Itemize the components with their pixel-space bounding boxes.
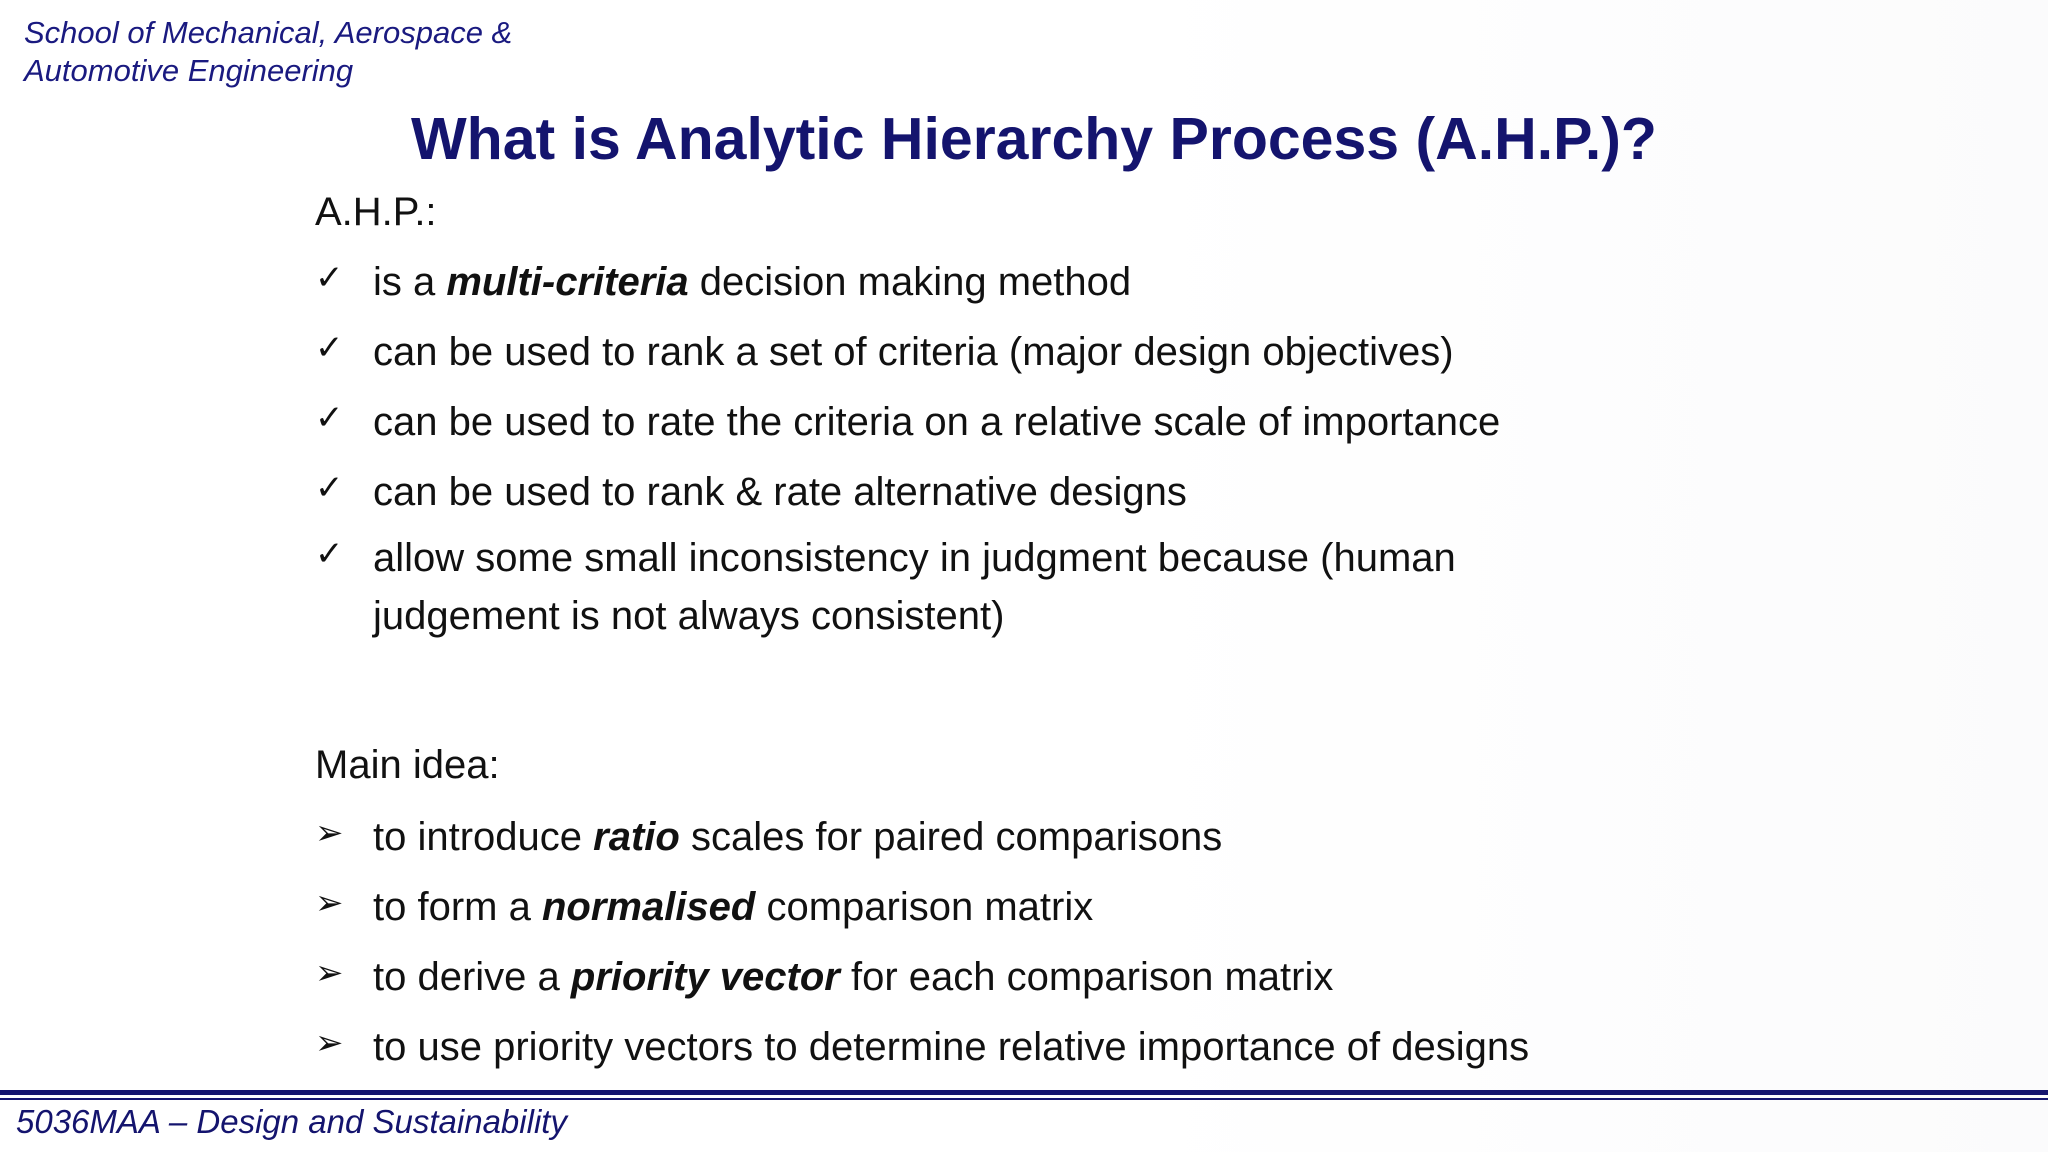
main-idea-item-1-emphasis: ratio — [593, 815, 680, 859]
arrowhead-icon: ➢ — [315, 883, 344, 923]
main-idea-item-2-before: to form a — [373, 885, 542, 929]
main-idea-item-2-emphasis: normalised — [541, 885, 756, 929]
arrowhead-icon: ➢ — [315, 1023, 344, 1063]
school-header-line2: Automotive Engineering — [24, 53, 354, 88]
main-idea-item-1 — [315, 808, 1973, 878]
main-idea-item-3-before: to derive a — [373, 955, 571, 999]
page-title: What is Analytic Hierarchy Process (A.H.P.)? — [411, 106, 1657, 172]
ahp-item-3 — [315, 393, 1973, 463]
checkmark-icon: ✓ — [315, 328, 344, 368]
ahp-item-5-text: allow some small inconsistency in judgment because (human judgement is not always consistent) — [373, 536, 1456, 638]
main-idea-heading: Main idea: — [315, 743, 500, 787]
school-header — [24, 14, 512, 90]
ahp-item-2 — [315, 323, 1973, 393]
ahp-bullet-list — [315, 253, 1973, 645]
school-header-line1: School of Mechanical, Aerospace & — [24, 15, 513, 50]
ahp-item-1-emphasis: multi-criteria — [446, 260, 689, 304]
arrowhead-icon: ➢ — [315, 953, 344, 993]
ahp-heading: A.H.P.: — [315, 190, 437, 234]
checkmark-icon: ✓ — [315, 534, 344, 574]
checkmark-icon: ✓ — [315, 258, 344, 298]
ahp-item-2-text: can be used to rank a set of criteria (major design objectives) — [373, 330, 1454, 374]
main-idea-item-1-before: to introduce — [373, 815, 594, 859]
ahp-item-5 — [315, 529, 1633, 645]
main-idea-item-3-after: for each comparison matrix — [839, 955, 1334, 999]
checkmark-icon: ✓ — [315, 468, 344, 508]
main-idea-item-3 — [315, 948, 1973, 1018]
main-idea-item-4 — [315, 1018, 1973, 1088]
ahp-item-4-text: can be used to rank & rate alternative designs — [373, 470, 1187, 514]
footer-divider-thin — [0, 1098, 2048, 1100]
footer-divider — [0, 1090, 2048, 1095]
main-idea-bullet-list — [315, 808, 1973, 1088]
footer-course-label: 5036MAA – Design and Sustainability — [16, 1103, 567, 1140]
arrowhead-icon: ➢ — [315, 813, 344, 853]
ahp-item-3-text: can be used to rate the criteria on a relative scale of importance — [373, 400, 1501, 444]
ahp-item-4 — [315, 463, 1973, 529]
main-idea-item-1-after: scales for paired comparisons — [679, 815, 1223, 859]
checkmark-icon: ✓ — [315, 398, 344, 438]
ahp-item-1-after: decision making method — [688, 260, 1132, 304]
main-idea-item-4-text: to use priority vectors to determine relative importance of designs — [373, 1025, 1530, 1069]
main-idea-item-2-after: comparison matrix — [755, 885, 1094, 929]
main-idea-item-3-emphasis: priority vector — [570, 955, 840, 999]
main-idea-item-2 — [315, 878, 1973, 948]
ahp-item-1 — [315, 253, 1973, 323]
ahp-item-1-before: is a — [373, 260, 447, 304]
